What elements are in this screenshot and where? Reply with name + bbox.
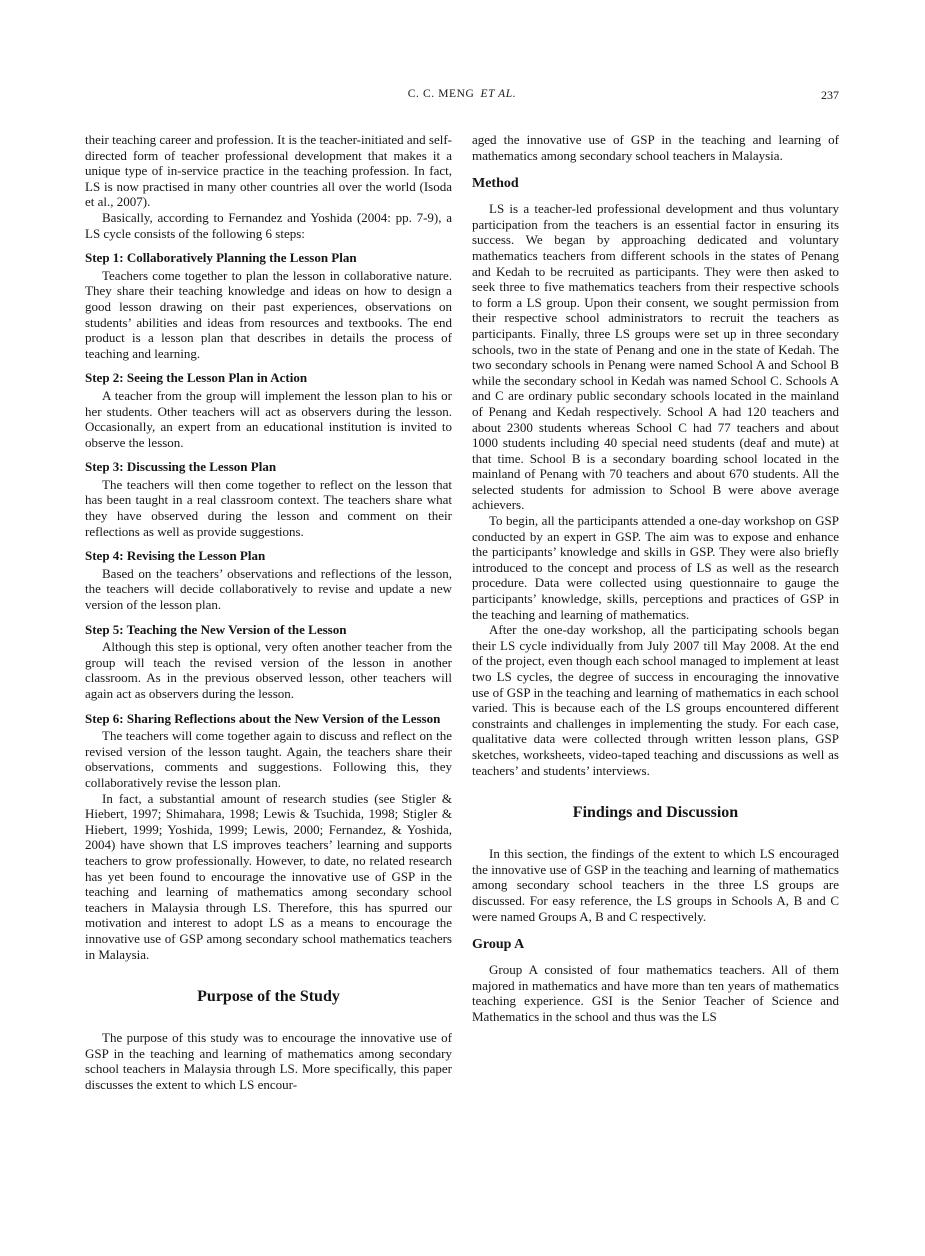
paragraph: Based on the teachers’ observations and reflections of the lesson, the teachers will decide collaboratively to revise and update a new version of the lesson plan. [85, 565, 452, 613]
running-head [85, 88, 839, 104]
paragraph: The teachers will then come together to reflect on the lesson that has been taught in a real classroom context. The teachers share what they have observed during the lesson and comment on their reflections as well as provide suggestions. [85, 476, 452, 539]
paragraph: In fact, a substantial amount of research studies (see Stigler & Hiebert, 1997; Shimahara, 1998; Lewis & Tsuchida, 1998; Stigler & Hiebert, 1999; Yoshida, 1999; Lewis, 2000; Fernandez, & Yoshida, 2004) have shown that LS improves teachers’ learning and supports teachers to grow professionally. However, to date, no related research has yet been found to encourage the innovative use of GSP in the teaching and learning of mathematics among secondary school teachers in Malaysia through LS. Therefore, this has spurred our motivation and interest to adopt LS as a means to encourage the innovative use of GSP among secondary school mathematics teachers in Malaysia. [85, 790, 452, 962]
paragraph: Group A consisted of four mathematics teachers. All of them majored in mathematics and have more than ten years of mathematics teaching experience. GSI is the Senior Teacher of Science and Mathematics in the school and thus was the LS [472, 962, 839, 1024]
running-head-authors: C. C. MENG [407, 88, 475, 100]
step-6-heading: Step 6: Sharing Reflections about the New Version of the Lesson [85, 710, 441, 726]
paragraph: In this section, the findings of the extent to which LS encouraged the innovative use of GSP in the teaching and learning of mathematics among secondary school teachers in the three LS groups are discussed. For easy reference, the LS groups in Schools A, B and C were named Groups A, B and C respectively. [472, 846, 839, 924]
left-column [85, 132, 452, 1092]
paragraph: Although this step is optional, very often another teacher from the group will teach the revised version of the lesson in another classroom. As in the previous observed lesson, other teachers will again act as observers during the lesson. [85, 639, 452, 701]
running-head-title [85, 88, 839, 100]
right-column [472, 132, 839, 1092]
method-heading: Method [472, 176, 519, 192]
step-2-heading: Step 2: Seeing the Lesson Plan in Action [85, 370, 308, 386]
purpose-of-the-study-heading: Purpose of the Study [197, 988, 340, 1006]
paragraph: The purpose of this study was to encourage the innovative use of GSP in the teaching and learning of mathematics among secondary school teachers in Malaysia through LS. More specifically, this paper discusses the extent to which LS encour- [85, 1030, 452, 1092]
paragraph: The teachers will come together again to discuss and reflect on the revised version of the lesson taught. Again, the teachers share their observations, comments and suggestions. Following this, they collaboratively revise the lesson plan. [85, 728, 452, 790]
paragraph: A teacher from the group will implement the lesson plan to his or her students. Other teachers will act as observers during the lesson. Occasionally, an expert from an educational institution is invited to observe the lesson. [85, 387, 452, 450]
page-number: 237 [821, 88, 839, 102]
paragraph: aged the innovative use of GSP in the teaching and learning of mathematics among secondary school teachers in Malaysia. [472, 132, 839, 163]
findings-and-discussion-heading: Findings and Discussion [572, 804, 739, 822]
paragraph: Teachers come together to plan the lesson in collaborative nature. They share their teaching knowledge and ideas on how to design a good lesson drawing on their past experiences, observations on students’ abilities and ideas from resources and textbooks. The end product is a lesson plan that describes in details the process of teaching and learning. [85, 267, 452, 361]
step-1-heading: Step 1: Collaboratively Planning the Lesson Plan [85, 250, 357, 266]
paragraph: Basically, according to Fernandez and Yoshida (2004: pp. 7-9), a LS cycle consists of the following 6 steps: [85, 209, 452, 241]
two-column-body [85, 132, 839, 1092]
paragraph: After the one-day workshop, all the participating schools began their LS cycle individually from July 2007 till May 2008. At the end of the project, even though each school managed to implement at least two LS cycles, the degree of success in encouraging the innovative use of GSP in the teaching and learning of mathematics in each school varied. This is because each of the LS groups encountered different constraints and challenges in implementing the study. For each case, qualitative data were collected through written lesson plans, GSP sketches, worksheets, video-taped teaching and discussions as well as teachers’ and students’ interviews. [472, 622, 839, 778]
step-3-heading: Step 3: Discussing the Lesson Plan [85, 459, 277, 475]
group-a-heading: Group A [472, 937, 525, 953]
paragraph: their teaching career and profession. It is the teacher-initiated and self-directed form of teacher professional development that makes it a unique type of in-service practice in the teaching profession. In fact, LS is now practised in many other countries all over the world (Isoda et al., 2007). [85, 132, 452, 210]
paragraph: LS is a teacher-led professional development and thus voluntary participation from the teachers is an essential factor in ensuring its success. We began by approaching dedicated and voluntary mathematics teachers from different schools in the states of Penang and Kedah to be recruited as participants. They were then asked to seek three to five mathematics teachers from their respective schools to form a LS group. Upon their consent, we sought permission from their respective school administrators to recruit the teachers as participants. Finally, three LS groups were set up in three secondary schools, two in the state of Penang and one in the state of Kedah. The two secondary schools in Penang were named School A and School B while the secondary school in Kedah was named School C. Schools A and C are ordinary public secondary schools located in the mainland of Penang and Kedah respectively. School A had 120 teachers and about 2300 students whereas School C had 77 teachers and about 1000 students including 40 special need students (deaf and mute) at that time. School B is a secondary boarding school located in the mainland of Penang with 70 teachers and about 670 students. All the selected students for admission to School B were above average achievers. [472, 201, 839, 513]
step-4-heading: Step 4: Revising the Lesson Plan [85, 548, 266, 564]
paragraph: To begin, all the participants attended a one-day workshop on GSP conducted by an expert in GSP. The aim was to expose and enhance the participants’ knowledge and skills in GSP. They were also briefly introduced to the concept and process of LS as well as the research procedure. Data were collected using questionnaire to gauge the participants’ knowledge, skills, perceptions and practices of GSP in the teaching and learning of mathematics. [472, 513, 839, 622]
running-head-etal: ET AL. [480, 88, 517, 100]
step-5-heading: Step 5: Teaching the New Version of the Lesson [85, 621, 347, 637]
